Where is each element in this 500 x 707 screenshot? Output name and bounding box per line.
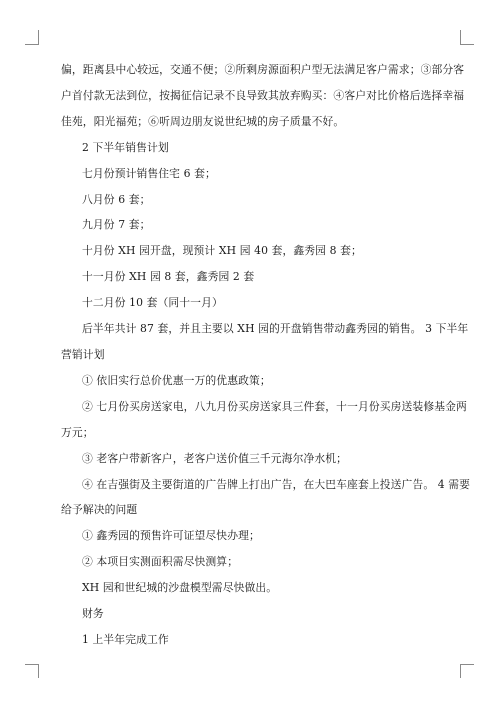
text-line: XH 园和世纪城的沙盘模型需尽快做出。 <box>82 581 278 595</box>
text-line: ④ 在吉强街及主要街道的广告牌上打出广告，在大巴车座套上投送广告。 4 需要 <box>82 477 471 491</box>
text-line: 财务 <box>82 607 104 621</box>
text-line: ② 本项目实测面积需尽快测算； <box>82 555 239 569</box>
text-line: 十二月份 10 套（同十一月） <box>82 296 223 310</box>
crop-mark-top-left-horizontal <box>25 44 39 45</box>
crop-mark-top-right-vertical <box>460 30 461 44</box>
text-line: 1 上半年完成工作 <box>82 632 169 646</box>
text-line: ① 依旧实行总价优惠一万的优惠政策； <box>82 373 271 387</box>
crop-mark-bottom-left-horizontal <box>25 664 39 665</box>
text-line: 九月份 7 套； <box>82 218 151 232</box>
text-line: 十月份 XH 园开盘，现预计 XH 园 40 套，鑫秀园 8 套； <box>82 244 362 258</box>
text-line: 2 下半年销售计划 <box>82 140 169 154</box>
crop-mark-bottom-left-vertical <box>38 664 39 678</box>
crop-mark-top-left-vertical <box>38 30 39 44</box>
text-line: 七月份预计销售住宅 6 套； <box>82 166 216 180</box>
text-line: ② 七月份买房送家电，八九月份买房送家具三件套，十一月份买房送装修基金两 <box>82 399 467 413</box>
text-line: 十一月份 XH 园 8 套，鑫秀园 2 套 <box>82 270 255 284</box>
text-line: 营销计划 <box>61 347 105 361</box>
text-line: 偏，距离县中心较远，交通不便；②所剩房源面积户型无法满足客户需求；③部分客 <box>61 63 465 76</box>
document-body <box>61 57 471 653</box>
crop-mark-bottom-right-vertical <box>460 664 461 678</box>
text-line: 佳苑，阳光福苑；⑥听周边朋友说世纪城的房子质量不好。 <box>61 114 345 128</box>
text-line: 后半年共计 87 套，并且主要以 XH 园的开盘销售带动鑫秀园的销售。 3 下半年 <box>82 322 469 336</box>
text-line: 八月份 6 套； <box>82 192 151 206</box>
crop-mark-bottom-right-horizontal <box>460 664 474 665</box>
text-line: 户首付款无法到位，按揭征信记录不良导致其放弃购买：④客户对比价格后选择幸福 <box>61 88 465 102</box>
text-line: 给予解决的问题 <box>61 503 138 517</box>
text-line: ① 鑫秀园的预售许可证望尽快办理； <box>82 529 260 543</box>
text-line: 万元； <box>61 425 94 439</box>
text-line: ③ 老客户带新客户，老客户送价值三千元海尔净水机； <box>82 451 348 465</box>
crop-mark-top-right-horizontal <box>460 44 474 45</box>
